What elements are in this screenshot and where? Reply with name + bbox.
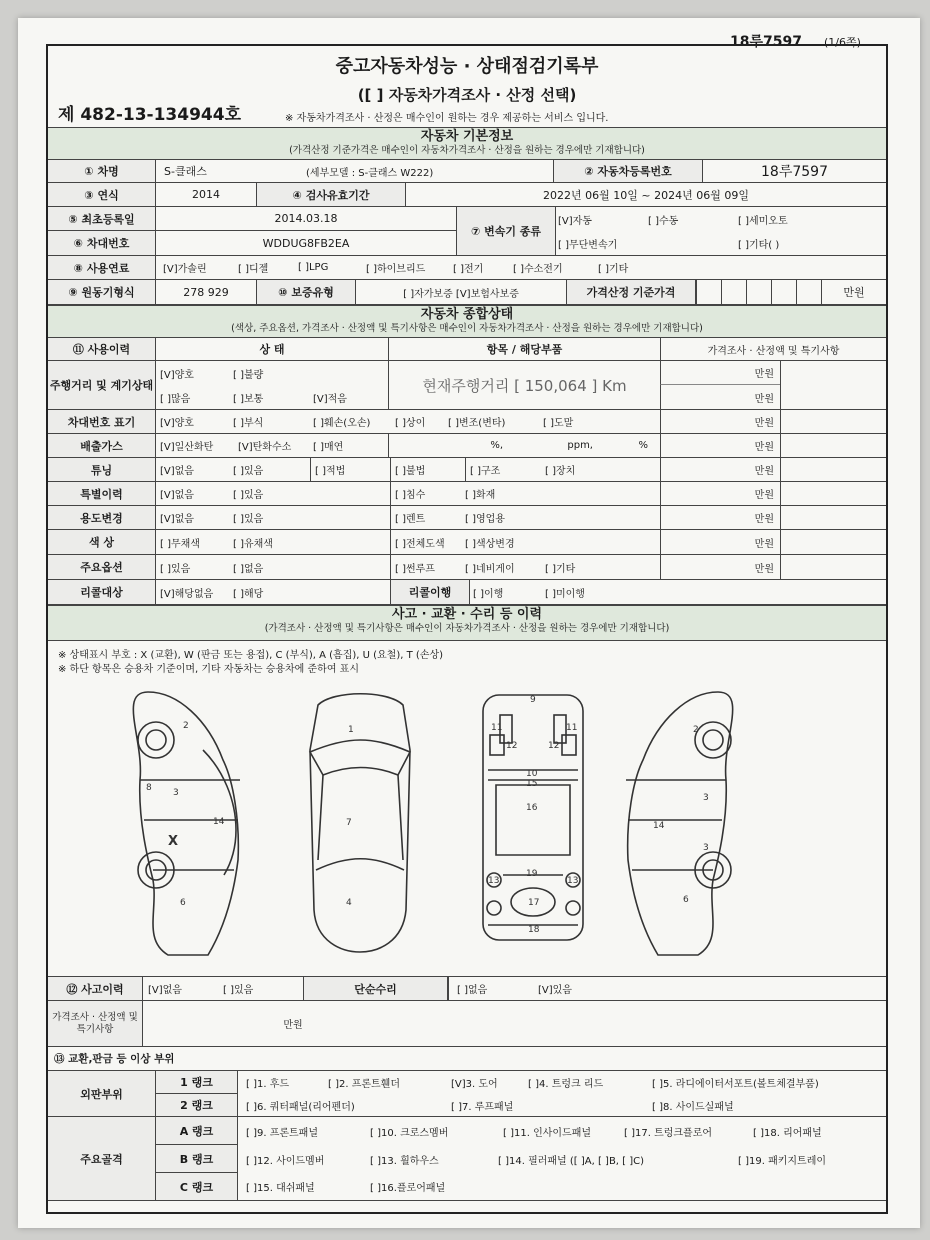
- price-basis-unit: 만원: [821, 280, 886, 304]
- label-right-3: 3: [703, 793, 709, 803]
- left-side-door-line: [140, 780, 240, 870]
- gear-cvt[interactable]: [ ]무단변속기: [558, 239, 618, 251]
- accident-price-label: 가격조사 · 산정액 및 특기사항: [48, 1001, 143, 1046]
- accident-title: 사고 · 교환 · 수리 등 이력: [391, 607, 543, 622]
- simple-repair-label: 단순수리: [303, 977, 448, 1000]
- emission-co[interactable]: [V]일산화탄: [160, 442, 214, 453]
- accident-price-unit: 만원: [283, 1020, 303, 1031]
- fuel-electric[interactable]: [ ]전기: [453, 264, 484, 275]
- recall-none[interactable]: [V]해당없음: [160, 588, 214, 600]
- tuning-none[interactable]: [V]없음: [160, 466, 194, 477]
- model-label: ① 차명: [48, 160, 156, 182]
- usage-business[interactable]: [ ]영업용: [465, 514, 505, 525]
- fuel-hybrid[interactable]: [ ]하이브리드: [366, 264, 426, 275]
- row-model: [48, 160, 886, 183]
- part-rear-panel[interactable]: [ ]18. 리어패널: [753, 1127, 822, 1139]
- accident-band: [48, 605, 886, 641]
- model-value: S-클래스: [164, 165, 207, 178]
- page-indicator: (1/6쪽): [824, 36, 861, 49]
- row-engine: [48, 280, 886, 305]
- top-view-windshield: [310, 740, 410, 775]
- label-top-7: 7: [346, 818, 352, 828]
- fuel-other[interactable]: [ ]기타: [598, 264, 629, 275]
- special-label: 특별이력: [48, 482, 156, 505]
- row-vin-mark: [48, 410, 886, 434]
- recall-label: 리콜대상: [48, 580, 156, 604]
- row-color: [48, 530, 886, 555]
- fuel-label: ⑧ 사용연료: [48, 256, 156, 279]
- label-frame-18: 18: [528, 925, 540, 935]
- accident-exists[interactable]: [ ]있음: [223, 985, 254, 996]
- color-chromatic[interactable]: [ ]유채색: [233, 538, 273, 550]
- vin-mark-label: 차대번호 표기: [48, 410, 156, 433]
- row-mileage: [48, 361, 886, 410]
- gear-semi[interactable]: [ ]세미오토: [738, 215, 788, 227]
- option-no[interactable]: [ ]없음: [233, 563, 264, 575]
- option-sunroof[interactable]: [ ]썬루프: [390, 555, 465, 579]
- part-side-member[interactable]: [ ]12. 사이드멤버: [246, 1155, 325, 1167]
- mileage-price-unit-1: 만원: [660, 361, 780, 385]
- tuning-exists[interactable]: [ ]있음: [233, 466, 264, 477]
- rank-2-label: 2 랭크: [156, 1094, 238, 1116]
- row-outer-panels: [48, 1071, 886, 1117]
- fuel-hydrogen[interactable]: [ ]수소전기: [513, 264, 563, 275]
- gear-label: ⑦ 변속기 종류: [456, 207, 556, 255]
- row-accident-history: [48, 976, 886, 1001]
- exchange-mark-door: X: [168, 834, 179, 849]
- mileage-value: 현재주행거리 [ 150,064 ] Km: [388, 361, 660, 409]
- color-full-paint[interactable]: [ ]전체도색: [390, 530, 465, 554]
- fuel-lpg[interactable]: [ ]LPG: [298, 262, 329, 273]
- first-reg-value: 2014.03.18: [156, 207, 456, 231]
- label-top-4: 4: [346, 898, 352, 908]
- part-trunk-floor[interactable]: [ ]17. 트렁크플로어: [624, 1127, 713, 1139]
- warranty-label: ⑩ 보증유형: [256, 280, 356, 304]
- engine-label: ⑨ 원동기형식: [48, 280, 156, 304]
- row-tuning: [48, 458, 886, 482]
- emission-unit-ppm: ppm,: [567, 440, 593, 451]
- part-inside-panel[interactable]: [ ]11. 인사이드패널: [503, 1127, 592, 1139]
- usage-label: 용도변경: [48, 506, 156, 529]
- status-band: [48, 305, 886, 338]
- col-item: 항목 / 해당부품: [388, 338, 660, 360]
- color-price-unit: 만원: [660, 530, 780, 554]
- vin-mark-smeared[interactable]: [ ]도말: [543, 418, 574, 429]
- tuning-price-unit: 만원: [660, 458, 780, 481]
- label-frame-10: 10: [526, 769, 538, 779]
- vin-mark-differ[interactable]: [ ]상이: [395, 418, 426, 429]
- part-cross-member[interactable]: [ ]10. 크로스멤버: [370, 1127, 449, 1139]
- page-subtitle: ([ ] 자동차가격조사 · 산정 선택): [357, 86, 577, 104]
- inspect-label: ④ 검사유효기간: [256, 183, 406, 206]
- rank-c-label: C 랭크: [156, 1173, 238, 1200]
- label-frame-11: 11: [491, 723, 503, 733]
- label-left-8: 8: [146, 783, 152, 793]
- mileage-good[interactable]: [V]양호: [160, 369, 194, 381]
- usage-rent[interactable]: [ ]렌트: [390, 506, 465, 529]
- row-year: [48, 183, 886, 207]
- part-package-tray[interactable]: [ ]19. 패키지트레이: [738, 1155, 827, 1167]
- row-first-reg-vin: [48, 207, 886, 255]
- row-emission: [48, 434, 886, 458]
- basic-info-subtitle: (가격산정 기준가격은 매수인이 자동차가격조사 · 산정을 원하는 경우에만 기재합니다): [289, 145, 645, 156]
- year-value: 2014: [192, 188, 220, 201]
- part-front-fender[interactable]: [ ]2. 프론트휀더: [328, 1079, 401, 1090]
- special-price-unit: 만원: [660, 482, 780, 505]
- status-title: 자동차 종합상태: [420, 307, 514, 322]
- part-dash-panel[interactable]: [ ]15. 대쉬패널: [246, 1183, 315, 1194]
- part-trunk-lid[interactable]: [ ]4. 트렁크 리드: [528, 1079, 604, 1090]
- label-right-3b: 3: [703, 843, 709, 853]
- warranty-value: [ ]자가보증 [V]보험사보증: [403, 288, 519, 300]
- row-accident-price: [48, 1001, 886, 1047]
- part-door[interactable]: [V]3. 도어: [451, 1079, 498, 1090]
- part-radiator-support[interactable]: [ ]5. 라디에이터서포트(볼트체결부품): [652, 1079, 819, 1090]
- gear-auto[interactable]: [V]자동: [558, 215, 592, 227]
- part-hood[interactable]: [ ]1. 후드: [246, 1079, 290, 1090]
- label-right-14: 14: [653, 821, 665, 831]
- simple-repair-exists[interactable]: [V]있음: [538, 985, 572, 996]
- emission-price-unit: 만원: [660, 434, 780, 457]
- label-right-6: 6: [683, 895, 689, 905]
- recall-done[interactable]: [ ]이행: [473, 588, 504, 600]
- price-basis-label: 가격산정 기준가격: [566, 280, 696, 304]
- special-none[interactable]: [V]없음: [160, 490, 194, 501]
- right-front-wheel: [695, 722, 731, 758]
- row-special: [48, 482, 886, 506]
- usage-exists[interactable]: [ ]있음: [233, 514, 264, 525]
- parts-title: ⑬ 교환,판금 등 이상 부위: [54, 1053, 175, 1065]
- simple-repair-none[interactable]: [ ]없음: [448, 977, 528, 1000]
- option-other[interactable]: [ ]기타: [545, 563, 576, 575]
- legend-note: ※ 하단 항목은 승용차 기준이며, 기타 자동차는 승용차에 준하여 표시: [58, 664, 359, 675]
- usage-price-unit: 만원: [660, 506, 780, 529]
- recall-perf-label: 리콜이행: [390, 580, 470, 604]
- use-history-label: ⑪ 사용이력: [48, 338, 156, 360]
- vin-mark-good[interactable]: [V]양호: [160, 418, 194, 429]
- row-usage: [48, 506, 886, 530]
- service-notice: ※ 자동차가격조사 · 산정은 매수인이 원하는 경우 제공하는 서비스 입니다.: [285, 113, 609, 124]
- part-wheel-house[interactable]: [ ]13. 휠하우스: [370, 1155, 439, 1167]
- recall-applies[interactable]: [ ]해당: [233, 588, 264, 600]
- part-side-sill[interactable]: [ ]8. 사이드실패널: [652, 1101, 734, 1113]
- label-frame-16: 16: [526, 803, 538, 813]
- rank-a-label: A 랭크: [156, 1117, 238, 1145]
- recall-not-done[interactable]: [ ]미이행: [545, 588, 585, 600]
- label-frame-11b: 11: [566, 723, 578, 733]
- left-side-window: [203, 750, 236, 875]
- fuel-diesel[interactable]: [ ]디젤: [238, 264, 269, 275]
- label-right-2: 2: [693, 725, 699, 735]
- gear-manual[interactable]: [ ]수동: [648, 215, 679, 227]
- option-label: 주요옵션: [48, 555, 156, 579]
- plate-number-header: 18루7597: [730, 34, 802, 50]
- option-yes[interactable]: [ ]있음: [160, 563, 191, 575]
- tuning-structure[interactable]: [ ]구조: [465, 458, 545, 481]
- inspect-value: 2022년 06월 10일 ~ 2024년 06월 09일: [543, 188, 749, 202]
- tuning-label: 튜닝: [48, 458, 156, 481]
- legend-codes: ※ 상태표시 부호 : X (교환), W (판금 또는 용접), C (부식), A (흠집), U (요철), T (손상): [58, 650, 444, 661]
- label-left-2: 2: [183, 721, 189, 731]
- basic-info-band: [48, 127, 886, 160]
- accident-subtitle: (가격조사 · 산정액 및 특기사항은 매수인이 자동차가격조사 · 산정을 원하는 경우에만 기재합니다): [264, 623, 670, 634]
- part-quarter-panel[interactable]: [ ]6. 쿼터패널(리어펜더): [246, 1101, 355, 1113]
- mileage-high[interactable]: [ ]많음: [160, 393, 191, 405]
- special-exists[interactable]: [ ]있음: [233, 490, 264, 501]
- label-frame-15: 15: [526, 779, 538, 789]
- mileage-bad[interactable]: [ ]불량: [233, 369, 264, 381]
- label-left-6: 6: [180, 898, 186, 908]
- mileage-price-unit-2: 만원: [660, 385, 780, 409]
- emission-unit-pct2: %: [638, 440, 648, 451]
- vin-value: WDDUG8FB2EA: [262, 236, 350, 250]
- color-label: 색 상: [48, 530, 156, 554]
- vin-mark-altered[interactable]: [ ]변조(변타): [448, 418, 506, 429]
- label-left-14: 14: [213, 817, 225, 827]
- row-fuel: [48, 255, 886, 280]
- col-price: 가격조사 · 산정액 및 특기사항: [660, 338, 886, 360]
- left-front-wheel: [138, 722, 174, 758]
- label-frame-17: 17: [528, 898, 540, 908]
- emission-hc[interactable]: [V]탄화수소: [238, 442, 292, 453]
- color-change[interactable]: [ ]색상변경: [465, 538, 515, 550]
- vin-mark-price-unit: 만원: [660, 410, 780, 433]
- outer-panel-label: 외판부위: [48, 1071, 156, 1116]
- vin-mark-damage[interactable]: [ ]훼손(오손): [313, 418, 371, 429]
- reg-label: ② 자동차등록번호: [553, 160, 703, 182]
- reg-value: 18루7597: [761, 164, 828, 180]
- special-fire[interactable]: [ ]화재: [465, 490, 496, 501]
- vin-mark-corrosion[interactable]: [ ]부식: [233, 418, 264, 429]
- emission-unit-pct1: %,: [388, 434, 503, 457]
- page-title: 중고자동차성능 · 상태점검기록부: [335, 56, 599, 77]
- tuning-device[interactable]: [ ]장치: [545, 466, 576, 477]
- mileage-low[interactable]: [V]적음: [313, 393, 347, 405]
- mileage-label: 주행거리 및 계기상태: [48, 361, 156, 409]
- first-reg-label: ⑤ 최초등록일: [48, 207, 156, 231]
- label-frame-9: 9: [530, 695, 536, 705]
- top-view-outline: [310, 694, 410, 952]
- usage-none[interactable]: [V]없음: [160, 514, 194, 525]
- year-label: ③ 연식: [48, 183, 156, 206]
- label-left-3: 3: [173, 788, 179, 798]
- rank-1-label: 1 랭크: [156, 1071, 238, 1094]
- tuning-legal[interactable]: [ ]적법: [310, 458, 390, 481]
- label-frame-13: 13: [488, 876, 500, 886]
- gear-other[interactable]: [ ]기타( ): [738, 239, 780, 251]
- option-navi[interactable]: [ ]네비게이: [465, 563, 515, 575]
- label-frame-13b: 13: [567, 876, 579, 886]
- mileage-normal[interactable]: [ ]보통: [233, 393, 264, 405]
- part-roof-panel[interactable]: [ ]7. 루프패널: [451, 1101, 514, 1113]
- accident-none[interactable]: [V]없음: [148, 985, 182, 996]
- basic-info-title: 자동차 기본정보: [420, 129, 514, 144]
- special-flood[interactable]: [ ]침수: [390, 482, 465, 505]
- color-achromatic[interactable]: [ ]무채색: [160, 538, 200, 550]
- status-subtitle: (색상, 주요옵션, 가격조사 · 산정액 및 특기사항은 매수인이 자동차가격조사 · 산정을 원하는 경우에만 기재합니다): [231, 323, 703, 334]
- detail-model-value: (세부모델 : S-클래스 W222): [306, 167, 434, 179]
- accident-hist-label: ⑫ 사고이력: [48, 977, 143, 1000]
- fuel-gasoline[interactable]: [V]가솔린: [163, 264, 207, 275]
- rank-b-label: B 랭크: [156, 1145, 238, 1173]
- row-main-frame: [48, 1117, 886, 1201]
- row-recall: [48, 580, 886, 605]
- option-price-unit: 만원: [660, 555, 780, 579]
- label-frame-19: 19: [526, 869, 538, 879]
- row-status-header: [48, 338, 886, 361]
- part-front-panel[interactable]: [ ]9. 프론트패널: [246, 1127, 319, 1139]
- label-frame-12b: 12: [548, 741, 560, 751]
- emission-smoke[interactable]: [ ]매연: [313, 442, 344, 453]
- col-state: 상 태: [259, 343, 285, 356]
- label-top-1: 1: [348, 725, 354, 735]
- part-pillar-panel[interactable]: [ ]14. 필러패널 ([ ]A, [ ]B, [ ]C): [498, 1155, 645, 1167]
- emission-label: 배출가스: [48, 434, 156, 457]
- car-diagram: [48, 680, 886, 972]
- part-floor-panel[interactable]: [ ]16.플로어패널: [370, 1183, 446, 1194]
- label-frame-12: 12: [506, 741, 518, 751]
- document-number: 제 482-13-134944호: [58, 105, 241, 125]
- row-parts-title: [48, 1047, 886, 1071]
- engine-value: 278 929: [183, 285, 229, 299]
- tuning-illegal[interactable]: [ ]불법: [390, 458, 465, 481]
- row-option: [48, 555, 886, 580]
- main-frame-label: 주요골격: [48, 1117, 156, 1200]
- vin-label: ⑥ 차대번호: [48, 231, 156, 255]
